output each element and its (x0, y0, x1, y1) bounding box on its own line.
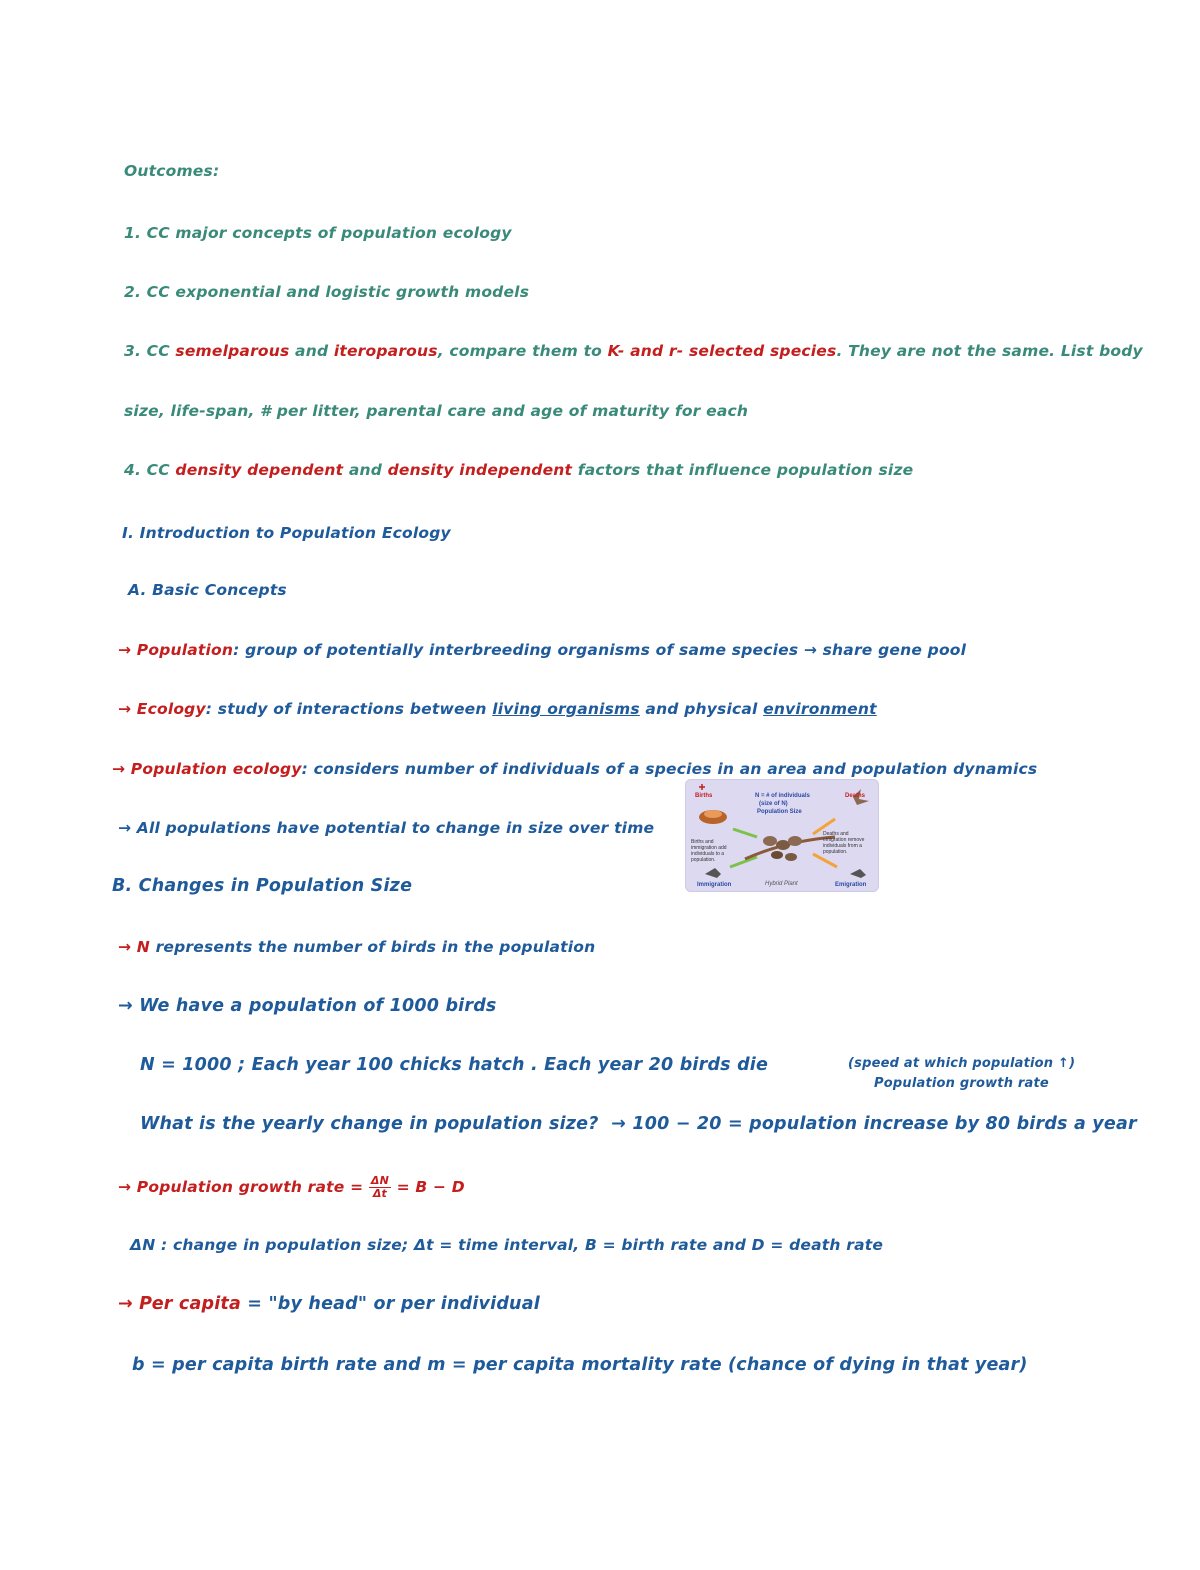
term-population-growth-rate: Population growth rate (136, 1178, 345, 1196)
figure-center-label: N = # of individuals (755, 793, 810, 799)
outcome-3 (124, 342, 1143, 360)
outcome-3-continued: size, life-span, # per litter, parental care and age of maturity for each (124, 402, 749, 420)
n-definition (118, 938, 595, 956)
term-density-dependent: density dependent (175, 461, 344, 479)
outcome-3-middle: , compare them to (437, 342, 608, 360)
birth-mortality-rates: b = per capita birth rate and m = per capita mortality rate (chance of dying in that year) (132, 1355, 1028, 1375)
population-change-figure (685, 779, 879, 892)
term-semelparous: semelparous (175, 342, 290, 360)
all-populations-note: → All populations have potential to change in size over time (118, 819, 655, 837)
population-definition (118, 641, 966, 659)
term-ecology: Ecology (136, 700, 206, 718)
living-organisms-underlined: living organisms (492, 700, 640, 718)
per-capita-def-text: = "by head" or per individual (241, 1294, 540, 1314)
outcome-2: 2. CC exponential and logistic growth models (124, 283, 530, 301)
figure-immigration-label: Immigration (697, 882, 732, 888)
n-def-text: represents the number of birds in the population (149, 938, 596, 956)
outcome-3-suffix: . They are not the same. List body (836, 342, 1143, 360)
population-ecology-def-text: : considers number of individuals of a species in an area and population dynamics (301, 760, 1038, 778)
term-density-independent: density independent (387, 461, 573, 479)
environment-underlined: environment (763, 700, 877, 718)
outcome-3-prefix: 3. CC (124, 342, 176, 360)
outcome-4-suffix: factors that influence population size (572, 461, 914, 479)
delta-n-over-delta-t (369, 1175, 391, 1200)
arrow-icon: → (118, 938, 132, 956)
growth-rate-annotation: (speed at which population ↑) (848, 1056, 1076, 1071)
term-per-capita: Per capita (139, 1294, 242, 1314)
arrow-icon: → (118, 641, 132, 659)
formula-definitions: ΔN : change in population size; Δt = time interval, B = birth rate and D = death rate (130, 1236, 884, 1254)
term-population-ecology: Population ecology (130, 760, 302, 778)
term-population: Population (136, 641, 234, 659)
population-1000-note: → We have a population of 1000 birds (118, 996, 497, 1016)
figure-right-note: Deaths and emigration remove individuals from a population. (823, 831, 865, 855)
arrow-icon: → (118, 1294, 133, 1314)
formula-rhs: = B − D (391, 1178, 465, 1196)
yearly-change-question (140, 1114, 1137, 1134)
figure-left-note: Births and immigration add individuals to a population. (691, 839, 727, 863)
outcome-1: 1. CC major concepts of population ecology (124, 224, 512, 242)
subsection-a-title: A. Basic Concepts (128, 581, 287, 599)
ecology-def-mid: and physical (639, 700, 764, 718)
term-iteroparous: iteroparous (333, 342, 438, 360)
figure-deaths-label: Deaths (845, 793, 866, 799)
figure-center-label-2: (size of N) (759, 801, 788, 807)
ecology-definition (118, 700, 877, 718)
outcome-3-and: and (289, 342, 334, 360)
outcomes-heading: Outcomes: (124, 162, 220, 180)
growth-rate-formula (118, 1175, 465, 1200)
figure-center-label-3: Population Size (757, 809, 802, 815)
section-1-title: I. Introduction to Population Ecology (122, 524, 451, 542)
outcome-4-and: and (343, 461, 388, 479)
growth-rate-annotation-2: Population growth rate (874, 1076, 1049, 1091)
term-k-r-selected: K- and r- selected species (607, 342, 837, 360)
arrow-icon: → (118, 700, 132, 718)
formula-equals: = (344, 1178, 369, 1196)
outcome-4-prefix: 4. CC (124, 461, 176, 479)
per-capita-definition (118, 1294, 540, 1314)
arrow-icon: → (118, 1178, 132, 1196)
term-n: N (136, 938, 150, 956)
arrow-icon: → (112, 760, 126, 778)
fraction-numerator: ΔN (370, 1174, 389, 1187)
question-text: What is the yearly change in population size? (140, 1114, 599, 1134)
figure-births-label: Births (695, 793, 713, 799)
answer-text: → 100 − 20 = population increase by 80 birds a year (611, 1114, 1137, 1134)
population-def-text: : group of potentially interbreeding organisms of same species → share gene pool (233, 641, 967, 659)
example-statement: N = 1000 ; Each year 100 chicks hatch . Each year 20 birds die (140, 1055, 769, 1075)
fraction-denominator: Δt (372, 1187, 388, 1200)
ecology-def-text: : study of interactions between (205, 700, 493, 718)
figure-emigration-label: Emigration (835, 882, 867, 888)
figure-caption: Hybrid Plant (765, 881, 798, 887)
population-ecology-definition (112, 760, 1037, 778)
section-b-title: B. Changes in Population Size (112, 876, 413, 896)
outcome-4 (124, 461, 913, 479)
